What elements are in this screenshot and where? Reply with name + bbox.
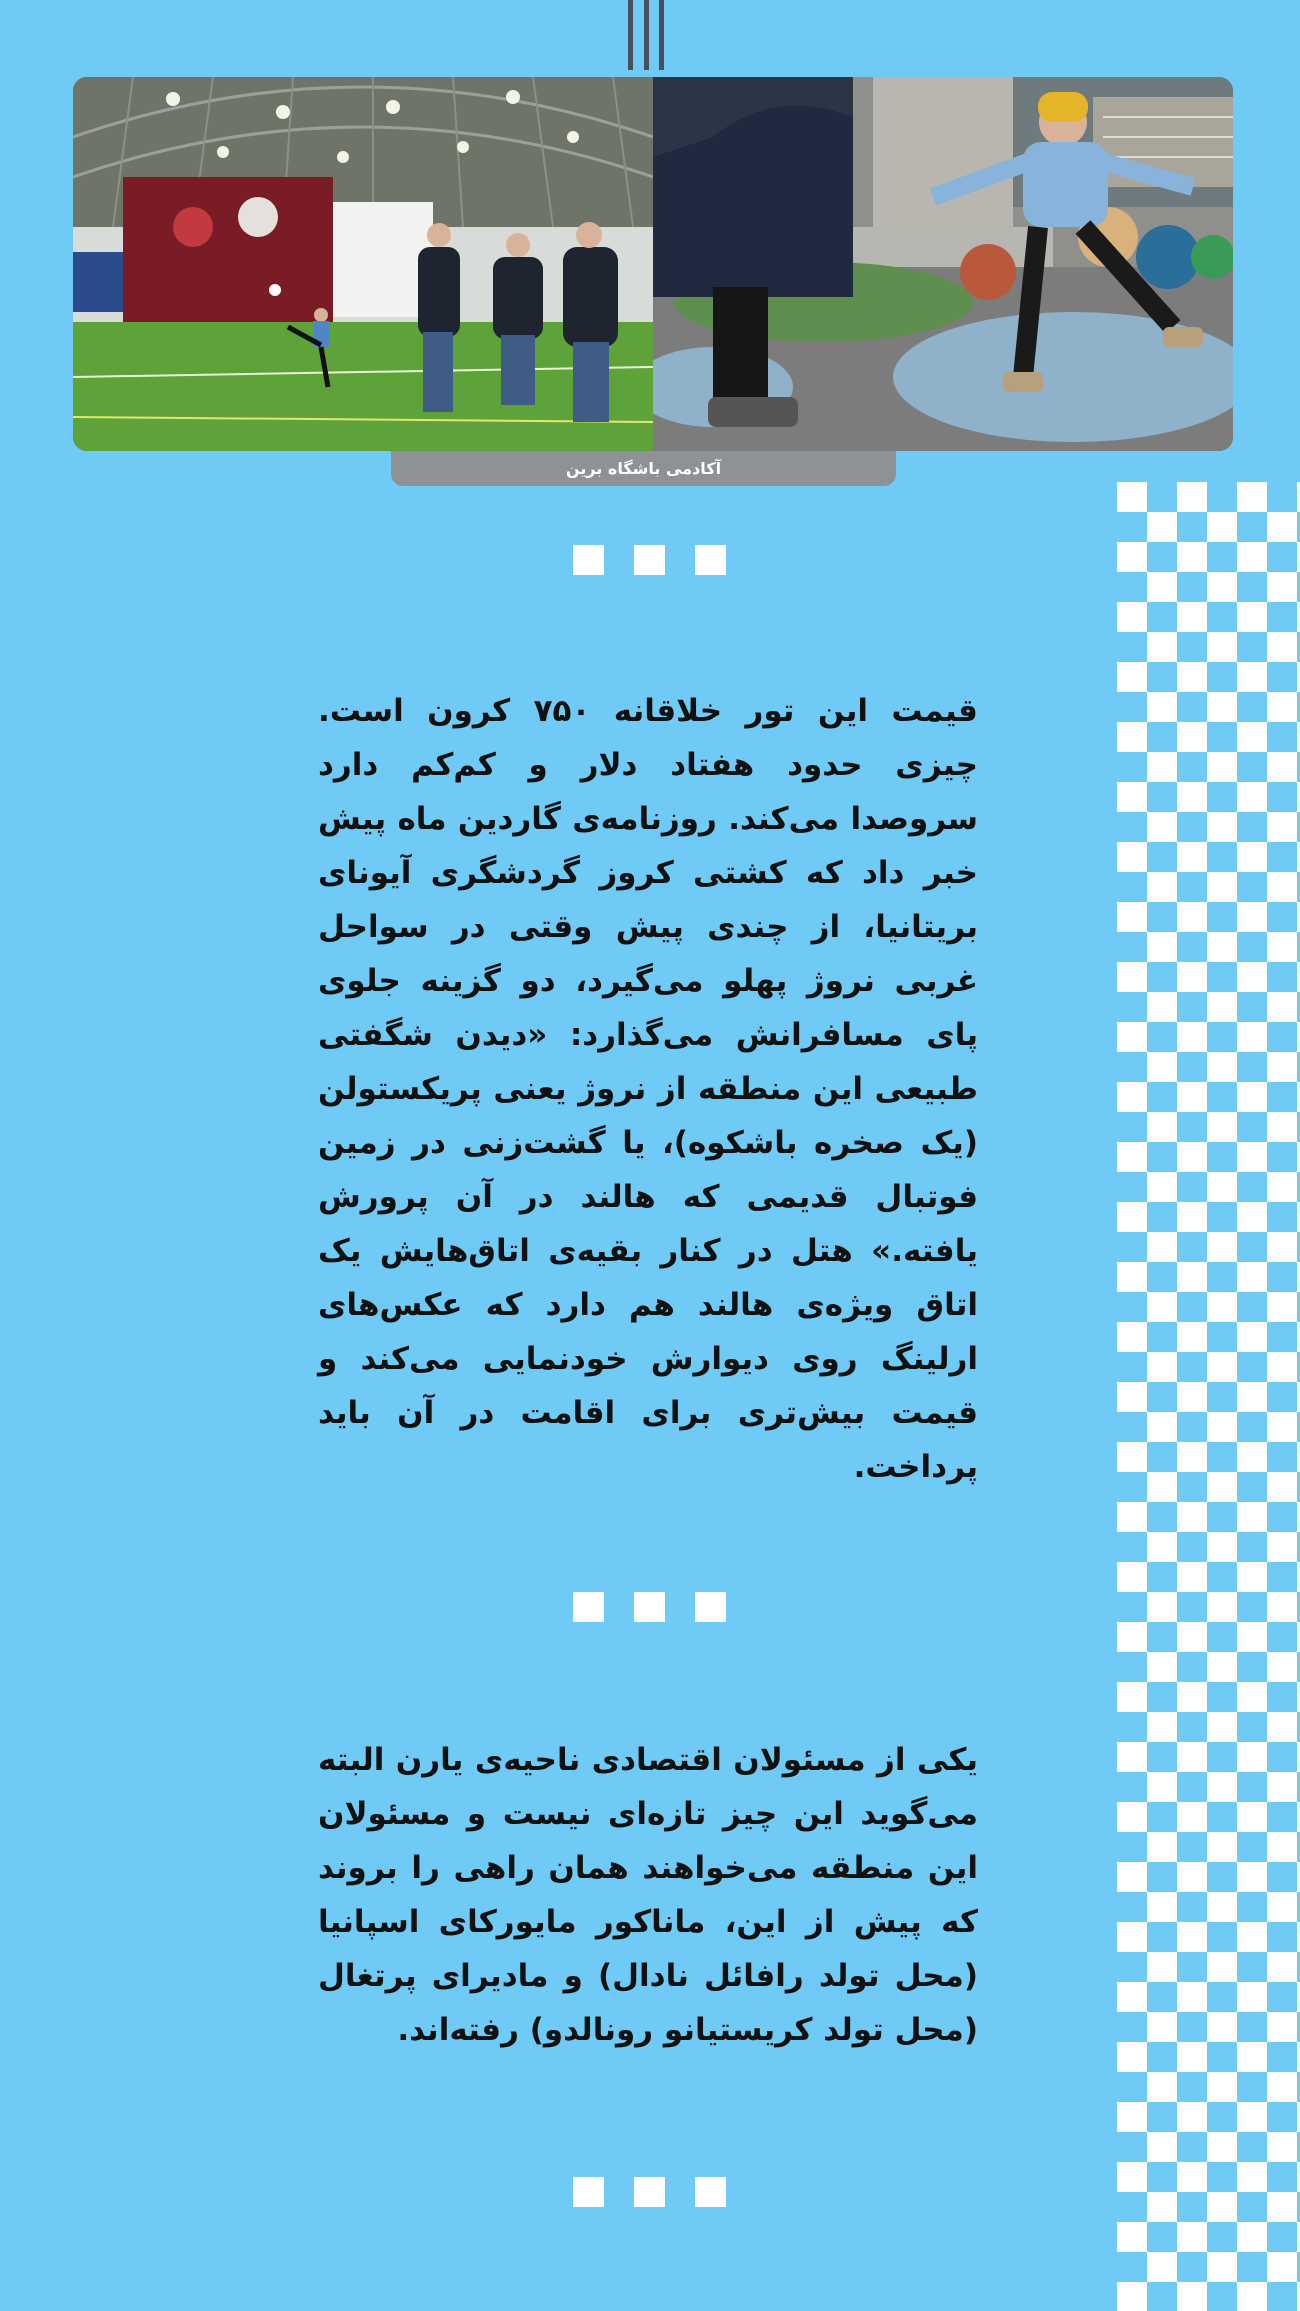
top-decorative-lines: [628, 0, 664, 70]
body-paragraph: قیمت این تور خلاقانه ۷۵۰ کرون است. چیزی حدود هفتاد دلار و کم‌کم دارد سروصدا می‌کند. روزنامه‌ی گاردین ماه پیش خبر داد که کشتی کروز گردشگری آیونای بریتانیا، از چندی پیش وقتی در سواحل غربی نروژ پهلو می‌گیرد، دو گزینه جلوی پای مسافرانش می‌گذارد: «دیدن شگفتی طبیعی این منطقه از نروژ یعنی پریکستولن (یک صخره باشکوه)، یا گشت‌زنی در زمین فوتبال قدیمی که هالند در آن پرورش یافته.» هتل در کنار بقیه‌ی اتاق‌هایش یک اتاق ویژه‌ی هالند هم دارد که عکس‌های ارلینگ روی دیوارش خودنمایی می‌کند و قیمت بیش‌تری برای اقامت در آن باید پرداخت.: [318, 693, 978, 1485]
separator-square: [634, 2177, 665, 2207]
photo-caption-bar: [391, 451, 896, 486]
section-separator: [573, 545, 726, 575]
indoor-football-hall-photo: [73, 77, 653, 451]
decor-line: [628, 0, 633, 70]
decor-line: [659, 0, 664, 70]
separator-square: [634, 1592, 665, 1622]
body-paragraph: یکی از مسئولان اقتصادی ناحیه‌ی یارن البته می‌گوید این چیز تازه‌ای نیست و مسئولان این منطقه می‌خواهند همان راهی را بروند که پیش از این، ماناکور مایورکای اسپانیا (محل تولد رافائل نادال) و مادیرای پرتغال (محل تولد کریستیانو رونالدو) رفته‌اند.: [318, 1742, 978, 2048]
separator-square: [634, 545, 665, 575]
decor-line: [644, 0, 649, 70]
photo-caption: آکادمی باشگاه برین: [565, 459, 722, 478]
separator-square: [695, 545, 726, 575]
separator-square: [573, 545, 604, 575]
section-separator: [573, 1592, 726, 1622]
section-separator: [573, 2177, 726, 2207]
children-playing-in-plaza-photo: [653, 77, 1233, 451]
separator-square: [573, 2177, 604, 2207]
photo-collage: [73, 77, 1233, 451]
checker-pattern-decoration: [1117, 482, 1300, 2311]
separator-square: [573, 1592, 604, 1622]
separator-square: [695, 1592, 726, 1622]
separator-square: [695, 2177, 726, 2207]
